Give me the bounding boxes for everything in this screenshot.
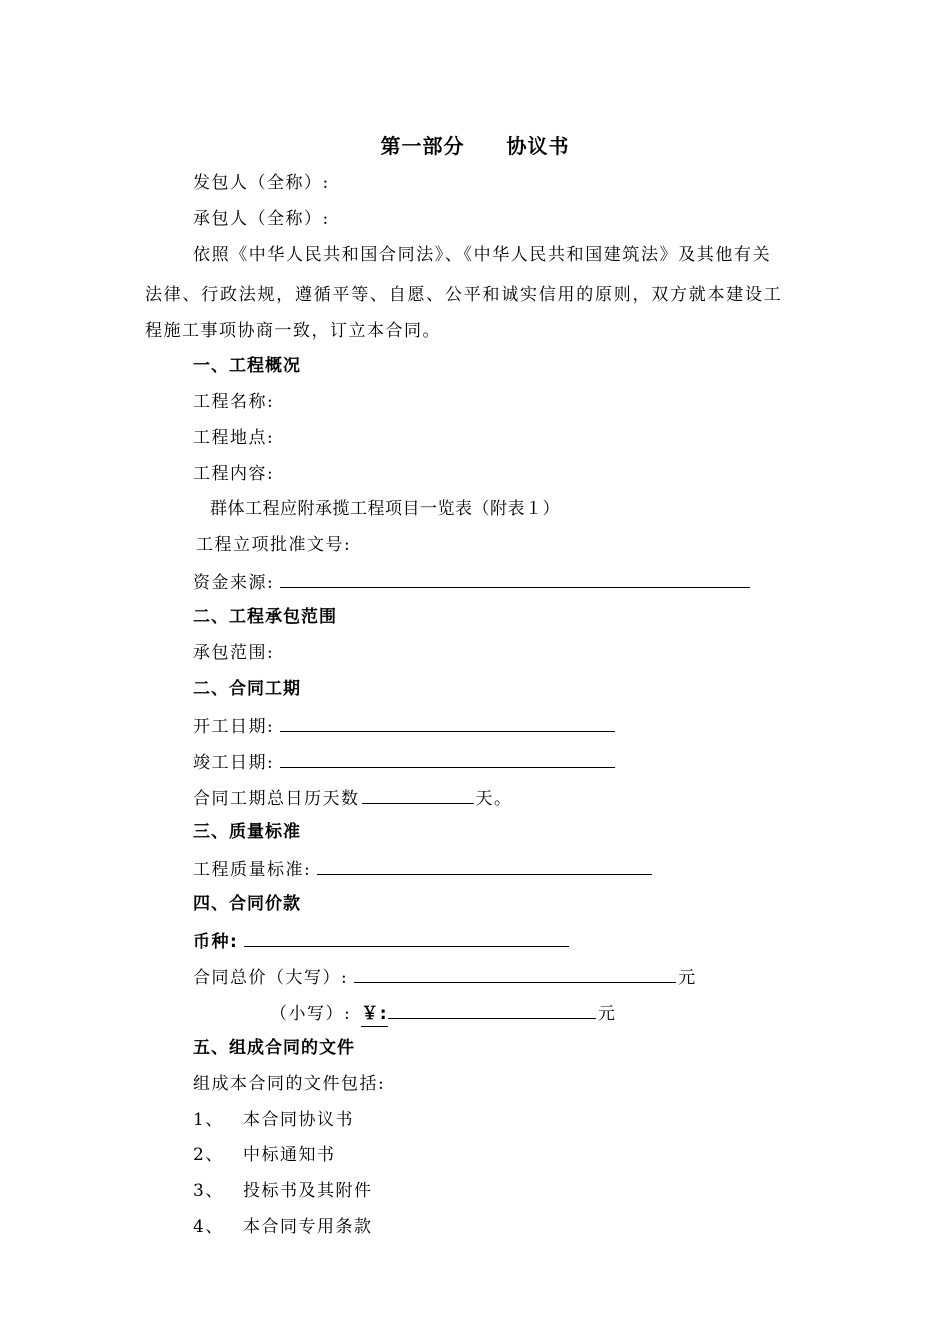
total-lower-blank[interactable] (388, 1000, 596, 1019)
yen-symbol: ￥: (361, 1002, 388, 1027)
section-heading-documents: 五、组成合同的文件 (193, 1038, 355, 1058)
fund-source-label: 资金来源: (193, 573, 275, 593)
section-heading-overview: 一、工程概况 (193, 356, 301, 376)
quality-label: 工程质量标准: (193, 860, 312, 880)
quality-row (193, 856, 652, 882)
section-heading-quality: 三、质量标准 (193, 822, 301, 842)
total-days-blank[interactable] (362, 785, 474, 804)
end-date-row (193, 749, 615, 775)
fund-source-row (193, 569, 750, 595)
end-date-blank[interactable] (280, 749, 615, 768)
total-lower-label: （小写）: (270, 1004, 352, 1024)
section-heading-price: 四、合同价款 (193, 894, 301, 914)
total-days-suffix: 天。 (475, 789, 513, 809)
total-upper-label: 合同总价（大写）: (193, 968, 349, 988)
page-title: 第一部分 协议书 (380, 134, 570, 158)
currency-blank[interactable] (244, 928, 569, 947)
section-heading-duration: 二、合同工期 (193, 679, 301, 699)
contractor-field: 承包人（全称）: (193, 209, 330, 229)
total-days-row (193, 785, 513, 811)
preamble-line-3: 程施工事项协商一致，订立本合同。 (145, 321, 441, 341)
list-item-text: 本合同专用条款 (243, 1217, 373, 1237)
list-item-number: 3、 (193, 1181, 224, 1201)
quality-blank[interactable] (317, 856, 652, 875)
approval-number-field: 工程立项批准文号: (196, 535, 352, 555)
list-item (193, 1108, 354, 1132)
start-date-row (193, 713, 615, 739)
list-item-number: 4、 (193, 1217, 224, 1237)
list-item-number: 2、 (193, 1145, 224, 1165)
total-lower-unit: 元 (598, 1004, 617, 1024)
project-name-field: 工程名称: (193, 392, 275, 412)
documents-intro: 组成本合同的文件包括: (193, 1074, 386, 1094)
list-item (193, 1179, 373, 1203)
list-item-number: 1、 (193, 1110, 224, 1130)
start-date-blank[interactable] (280, 713, 615, 732)
list-item-text: 投标书及其附件 (243, 1181, 373, 1201)
total-lower-row (270, 1000, 617, 1027)
group-project-note: 群体工程应附承揽工程项目一览表（附表１） (210, 499, 560, 519)
scope-field: 承包范围: (193, 643, 275, 663)
fund-source-blank[interactable] (280, 569, 750, 588)
end-date-label: 竣工日期: (193, 753, 275, 773)
start-date-label: 开工日期: (193, 717, 275, 737)
list-item (193, 1143, 336, 1167)
list-item-text: 本合同协议书 (243, 1110, 354, 1130)
list-item (193, 1215, 373, 1239)
preamble-line-2: 法律、行政法规，遵循平等、自愿、公平和诚实信用的原则，双方就本建设工 (145, 285, 783, 305)
currency-label: 币种: (193, 932, 239, 952)
total-upper-blank[interactable] (354, 964, 676, 983)
preamble-line-1: 依照《中华人民共和国合同法》、《中华人民共和国建筑法》及其他有关 (193, 245, 772, 265)
employer-field: 发包人（全称）: (193, 173, 330, 193)
total-days-label: 合同工期总日历天数 (193, 789, 360, 809)
total-upper-row (193, 964, 697, 990)
currency-row (193, 928, 569, 954)
project-location-field: 工程地点: (193, 428, 275, 448)
total-upper-unit: 元 (678, 968, 697, 988)
list-item-text: 中标通知书 (243, 1145, 336, 1165)
section-heading-scope: 二、工程承包范围 (193, 607, 337, 627)
project-content-field: 工程内容: (193, 464, 275, 484)
